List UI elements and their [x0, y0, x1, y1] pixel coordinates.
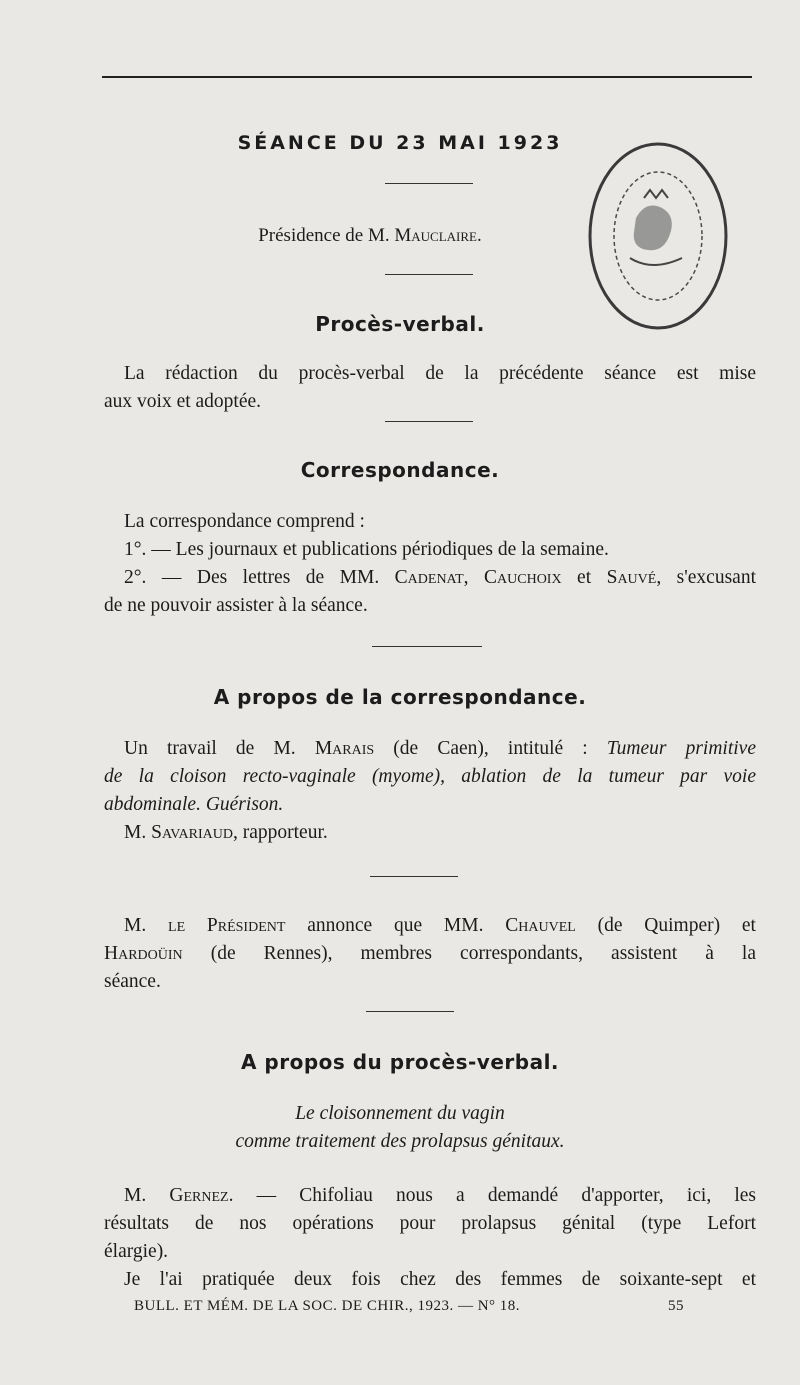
author-name: Chauvel — [505, 915, 576, 936]
presidence-prefix: Présidence de M. — [258, 225, 395, 246]
work-title: Tumeur primitive — [606, 738, 756, 759]
divider — [385, 274, 473, 275]
text-line: La correspondance comprend : — [124, 511, 365, 532]
president-name: Mauclaire. — [394, 225, 482, 246]
text-fragment: (de Caen), intitulé : — [374, 738, 607, 759]
journal-reference: BULL. ET MÉM. DE LA SOC. DE CHIR., 1923. — N° 18. — [134, 1298, 521, 1314]
section-title-a-propos-proces-verbal: A propos du procès-verbal. — [240, 1050, 560, 1074]
text-line — [104, 564, 756, 592]
divider — [372, 646, 482, 647]
text-fragment: annonce que MM. — [285, 915, 506, 936]
proces-verbal-text — [104, 360, 756, 416]
section-title-proces-verbal: Procès-verbal. — [315, 312, 485, 336]
text-fragment: (de Quimper) et — [575, 915, 756, 936]
correspondance-text — [104, 508, 756, 620]
text-line: résultats de nos opérations pour prolapsus génital (type Lefort — [104, 1213, 756, 1234]
text-line: aux voix et adoptée. — [104, 391, 262, 412]
subtitle-line: comme traitement des prolapsus génitaux. — [235, 1131, 565, 1152]
text-line: élargie). — [104, 1241, 169, 1262]
author-name: Sauvé — [606, 567, 657, 588]
section-title-correspondance: Correspondance. — [300, 458, 500, 482]
seance-title: SÉANCE DU 23 MAI 1923 — [237, 132, 563, 154]
text-fragment: . — Chifoliau nous a demandé d'apporter, ici, les — [228, 1185, 757, 1206]
text-fragment: M. — [124, 915, 169, 936]
work-title-line: abdominale. Guérison. — [104, 794, 284, 815]
divider — [366, 1011, 454, 1012]
page-number: 55 — [668, 1298, 684, 1314]
text-fragment: 2°. — Des lettres de MM. — [124, 567, 395, 588]
text-line: de ne pouvoir assister à la séance. — [104, 595, 368, 616]
divider — [385, 183, 473, 184]
text-fragment: , rapporteur. — [233, 822, 328, 843]
text-line — [104, 735, 756, 763]
article-subtitle — [0, 1100, 800, 1156]
work-title-line: de la cloison recto-vaginale (myome), ablation de la tumeur par voie — [104, 766, 756, 787]
author-name: Hardoüin — [104, 943, 183, 964]
text-fragment: Un travail de M. — [124, 738, 315, 759]
text-fragment: M. — [124, 1185, 170, 1206]
text-fragment: , s'excusant — [656, 567, 756, 588]
text-line — [104, 912, 756, 940]
author-names: Cadenat, Cauchoix — [394, 567, 562, 588]
text-line: 1°. — Les journaux et publications périodiques de la semaine. — [124, 539, 609, 560]
author-name: Gernez — [169, 1185, 229, 1206]
text-fragment: (de Rennes), membres correspondants, assistent à la — [182, 943, 756, 964]
author-name: Savariaud — [151, 822, 233, 843]
text-fragment: M. — [124, 822, 152, 843]
text-line: La rédaction du procès-verbal de la précédente séance est mise — [124, 363, 756, 384]
president-announcement — [104, 912, 756, 996]
text-fragment: et — [561, 567, 607, 588]
subtitle-line: Le cloisonnement du vagin — [295, 1103, 505, 1124]
text-line — [104, 940, 756, 968]
text-line: Je l'ai pratiquée deux fois chez des femmes de soixante-sept et — [124, 1269, 756, 1290]
divider — [385, 421, 473, 422]
a-propos-correspondance-text — [104, 735, 756, 847]
library-seal-icon — [584, 138, 732, 338]
text-line — [104, 1182, 756, 1210]
top-rule — [102, 76, 752, 78]
divider — [370, 876, 458, 877]
author-name: Marais — [314, 738, 375, 759]
section-title-a-propos-correspondance: A propos de la correspondance. — [213, 685, 587, 709]
gernez-text — [104, 1182, 756, 1294]
president-title: le Président — [168, 915, 286, 936]
seal-graphic — [584, 138, 732, 338]
text-line — [104, 819, 756, 847]
text-line: séance. — [104, 971, 161, 992]
